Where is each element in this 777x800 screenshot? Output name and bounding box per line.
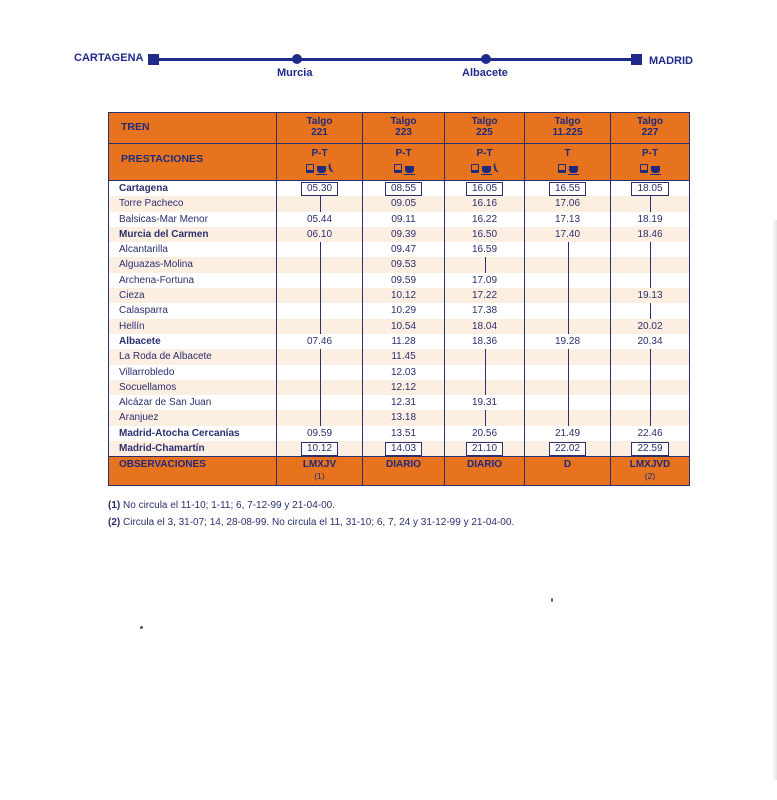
no-stop-line (568, 395, 569, 410)
time-value: 17.38 (471, 305, 498, 317)
time-cell (611, 242, 689, 257)
time-value: 09.39 (390, 228, 417, 240)
time-cell (277, 380, 363, 395)
time-cell (363, 334, 445, 349)
time-cell (445, 257, 525, 272)
no-stop-line (568, 380, 569, 395)
table-row (109, 303, 689, 318)
train-header: Talgo 227 (637, 116, 663, 138)
time-value: 09.59 (390, 274, 417, 286)
time-cell (277, 395, 363, 410)
time-value: 10.54 (390, 320, 417, 332)
table-row (109, 395, 689, 410)
boxed-time: 22.59 (631, 442, 668, 456)
no-stop-line (568, 349, 569, 364)
time-cell (277, 257, 363, 272)
boxed-time: 08.55 (385, 182, 422, 196)
time-cell (525, 349, 611, 364)
no-stop-line (485, 257, 486, 272)
no-stop-line (320, 349, 321, 364)
cup-icon (651, 166, 660, 173)
time-value: 16.50 (471, 228, 498, 240)
no-stop-line (320, 257, 321, 272)
observations-row (109, 456, 689, 485)
time-cell (445, 273, 525, 288)
time-cell (363, 242, 445, 257)
boxed-time: 05.30 (301, 182, 338, 196)
table-row (109, 365, 689, 380)
boxed-time: 10.12 (301, 442, 338, 456)
time-cell (445, 196, 525, 211)
no-stop-line (650, 242, 651, 257)
station-name: Villarrobledo (109, 365, 277, 380)
no-stop-line (320, 303, 321, 318)
time-cell (445, 288, 525, 303)
no-stop-line (650, 273, 651, 288)
time-cell (277, 196, 363, 211)
phone-icon (327, 163, 334, 174)
time-cell (611, 441, 689, 456)
bed-icon (558, 164, 566, 173)
time-cell (363, 410, 445, 425)
station-name: Balsicas-Mar Menor (109, 212, 277, 227)
time-cell (277, 319, 363, 334)
time-cell (445, 242, 525, 257)
time-cell (277, 441, 363, 456)
time-value: 20.56 (471, 427, 498, 439)
train-services: P-T (363, 144, 445, 180)
time-cell (445, 212, 525, 227)
time-cell (277, 242, 363, 257)
route-destination-marker (631, 54, 642, 65)
table-row (109, 319, 689, 334)
station-name: La Roda de Albacete (109, 349, 277, 364)
time-cell (445, 380, 525, 395)
time-cell (277, 181, 363, 196)
time-cell (525, 441, 611, 456)
no-stop-line (320, 319, 321, 334)
no-stop-line (568, 303, 569, 318)
table-row (109, 212, 689, 227)
cup-icon (569, 166, 578, 173)
route-stop-marker (481, 54, 491, 64)
train-observation: D (525, 457, 611, 485)
time-cell (611, 395, 689, 410)
no-stop-line (320, 273, 321, 288)
time-cell (525, 242, 611, 257)
bed-icon (306, 164, 314, 173)
time-cell (277, 303, 363, 318)
bed-icon (640, 164, 648, 173)
time-cell (525, 334, 611, 349)
no-stop-line (650, 365, 651, 380)
time-value: 19.13 (637, 290, 663, 302)
time-value: 12.03 (390, 366, 417, 378)
table-row (109, 196, 689, 211)
table-row (109, 242, 689, 257)
time-value: 12.12 (390, 381, 417, 393)
time-cell (611, 380, 689, 395)
time-cell (277, 365, 363, 380)
table-row (109, 410, 689, 425)
station-name: Calasparra (109, 303, 277, 318)
time-cell (611, 196, 689, 211)
no-stop-line (650, 380, 651, 395)
no-stop-line (650, 303, 651, 318)
footnotes (108, 497, 514, 531)
time-cell (445, 181, 525, 196)
table-row (109, 349, 689, 364)
time-value: 09.05 (390, 198, 417, 210)
time-value: 17.06 (554, 198, 581, 210)
time-cell (525, 227, 611, 242)
page-edge-shadow (772, 220, 777, 780)
header-observaciones: OBSERVACIONES (109, 457, 277, 485)
time-cell (525, 319, 611, 334)
route-stop-marker (292, 54, 302, 64)
time-cell (525, 212, 611, 227)
time-cell (525, 196, 611, 211)
timetable-body (109, 181, 689, 456)
time-value: 16.22 (471, 213, 498, 225)
train-header-row (109, 113, 689, 144)
table-row (109, 257, 689, 272)
time-cell (611, 410, 689, 425)
time-value: 09.53 (390, 259, 417, 271)
train-header: Talgo 223 (363, 113, 445, 143)
boxed-time: 22.02 (549, 442, 586, 456)
time-value: 18.04 (471, 320, 498, 332)
train-header: Talgo 221 (277, 113, 363, 143)
time-cell (277, 288, 363, 303)
time-value: 22.46 (637, 427, 663, 439)
boxed-time: 16.05 (466, 182, 503, 196)
footnote: (1) No circula el 11-10; 1-11; 6, 7-12-99 y 21-04-00. (108, 500, 335, 511)
time-cell (611, 319, 689, 334)
time-cell (363, 273, 445, 288)
time-cell (611, 349, 689, 364)
cup-icon (405, 166, 414, 173)
time-cell (445, 365, 525, 380)
station-name: Torre Pacheco (109, 196, 277, 211)
no-stop-line (568, 410, 569, 425)
time-cell (277, 426, 363, 441)
time-cell (611, 257, 689, 272)
time-cell (611, 212, 689, 227)
header-tren: TREN (109, 113, 277, 143)
time-value: 11.28 (391, 335, 416, 347)
time-value: 09.59 (306, 427, 333, 439)
station-name: Alcantarilla (109, 242, 277, 257)
time-cell (611, 365, 689, 380)
no-stop-line (650, 410, 651, 425)
time-cell (445, 349, 525, 364)
time-cell (525, 365, 611, 380)
time-value: 16.59 (471, 244, 498, 256)
boxed-time: 14.03 (385, 442, 422, 456)
time-value: 17.13 (554, 213, 581, 225)
no-stop-line (568, 273, 569, 288)
no-stop-line (320, 365, 321, 380)
no-stop-line (568, 288, 569, 303)
phone-icon (492, 163, 499, 174)
time-cell (525, 426, 611, 441)
train-header: Talgo 11.225 (525, 113, 611, 143)
time-cell (363, 365, 445, 380)
train-services: T (525, 144, 611, 180)
table-row (109, 288, 689, 303)
time-value: 20.02 (637, 320, 663, 332)
cup-icon (317, 166, 326, 173)
station-name: Madrid-Atocha Cercanías (109, 426, 277, 441)
time-value: 13.51 (390, 427, 417, 439)
time-value: 13.18 (390, 412, 417, 424)
time-value: 18.19 (637, 213, 663, 225)
station-name: Albacete (109, 334, 277, 349)
train-header: Talgo 225 (445, 113, 525, 143)
no-stop-line (320, 288, 321, 303)
no-stop-line (650, 349, 651, 364)
time-cell (445, 303, 525, 318)
no-stop-line (568, 242, 569, 257)
no-stop-line (568, 257, 569, 272)
no-stop-line (650, 196, 651, 211)
train-services: P-T (611, 144, 689, 180)
time-cell (277, 410, 363, 425)
time-cell (363, 181, 445, 196)
no-stop-line (485, 349, 486, 364)
time-value: 05.44 (306, 213, 333, 225)
no-stop-line (485, 380, 486, 395)
time-cell (445, 426, 525, 441)
route-line (157, 58, 635, 61)
no-stop-line (320, 242, 321, 257)
time-cell (363, 441, 445, 456)
time-cell (445, 441, 525, 456)
time-cell (363, 395, 445, 410)
time-cell (611, 288, 689, 303)
scan-speck (140, 626, 143, 629)
no-stop-line (320, 395, 321, 410)
time-cell (611, 273, 689, 288)
no-stop-line (320, 380, 321, 395)
time-cell (611, 334, 689, 349)
time-value: 20.34 (637, 335, 663, 347)
time-value: 07.46 (306, 335, 333, 347)
table-row (109, 441, 689, 456)
time-cell (363, 212, 445, 227)
footnote: (2) Circula el 3, 31-07; 14, 28-08-99. No circula el 11, 31-10; 6, 7, 24 y 31-12-99 y 21-04-00. (108, 517, 515, 528)
table-row (109, 227, 689, 242)
train-observation: DIARIO (363, 457, 445, 485)
time-cell (611, 303, 689, 318)
time-value: 19.28 (554, 335, 581, 347)
scan-speck (551, 598, 553, 602)
time-cell (525, 303, 611, 318)
station-name: Socuellamos (109, 380, 277, 395)
station-name: Archena-Fortuna (109, 273, 277, 288)
no-stop-line (485, 365, 486, 380)
station-name: Cieza (109, 288, 277, 303)
table-row (109, 181, 689, 196)
train-services: P-T (277, 144, 363, 180)
time-cell (525, 273, 611, 288)
time-cell (277, 212, 363, 227)
time-cell (277, 227, 363, 242)
time-cell (611, 426, 689, 441)
table-row (109, 334, 689, 349)
time-cell (611, 181, 689, 196)
time-value: 19.31 (471, 397, 498, 409)
table-row (109, 273, 689, 288)
table-row (109, 426, 689, 441)
cup-icon (482, 166, 491, 173)
no-stop-line (568, 319, 569, 334)
time-cell (445, 227, 525, 242)
boxed-time: 16.55 (549, 182, 586, 196)
time-cell (525, 181, 611, 196)
time-value: 09.11 (391, 213, 416, 225)
time-cell (277, 334, 363, 349)
time-value: 17.40 (554, 228, 581, 240)
boxed-time: 21.10 (466, 442, 503, 456)
time-cell (363, 380, 445, 395)
time-cell (363, 257, 445, 272)
time-cell (363, 349, 445, 364)
route-stop-label: Murcia (277, 67, 313, 79)
time-cell (277, 273, 363, 288)
route-stop-label: Albacete (462, 67, 508, 79)
time-value: 18.36 (471, 335, 498, 347)
no-stop-line (650, 257, 651, 272)
timetable (108, 112, 690, 486)
time-cell (611, 227, 689, 242)
header-prestaciones: PRESTACIONES (109, 144, 277, 180)
time-cell (363, 227, 445, 242)
time-cell (277, 349, 363, 364)
time-value: 10.29 (390, 305, 417, 317)
time-cell (445, 410, 525, 425)
time-value: 18.46 (637, 228, 663, 240)
time-value: 16.16 (471, 198, 498, 210)
time-cell (445, 395, 525, 410)
no-stop-line (485, 410, 486, 425)
route-origin-label: CARTAGENA (74, 52, 144, 64)
time-cell (363, 288, 445, 303)
station-name: Cartagena (109, 181, 277, 196)
services-header-row (109, 144, 689, 181)
bed-icon (471, 164, 479, 173)
time-cell (525, 380, 611, 395)
train-observation: LMXJVD (2) (629, 459, 671, 482)
station-name: Hellín (109, 319, 277, 334)
time-cell (525, 395, 611, 410)
boxed-time: 18.05 (631, 182, 668, 196)
station-name: Alguazas-Molina (109, 257, 277, 272)
bed-icon (394, 164, 402, 173)
train-services: P-T (445, 144, 525, 180)
time-cell (363, 303, 445, 318)
train-observation: DIARIO (445, 457, 525, 485)
time-value: 09.47 (390, 244, 417, 256)
time-cell (363, 426, 445, 441)
train-observation: LMXJV (1) (277, 457, 363, 485)
station-name: Murcia del Carmen (109, 227, 277, 242)
time-cell (445, 319, 525, 334)
time-cell (445, 334, 525, 349)
time-cell (363, 196, 445, 211)
route-diagram (0, 0, 777, 100)
station-name: Madrid-Chamartín (109, 441, 277, 456)
time-value: 21.49 (554, 427, 581, 439)
time-value: 12.31 (390, 397, 417, 409)
station-name: Alcázar de San Juan (109, 395, 277, 410)
no-stop-line (568, 365, 569, 380)
time-cell (363, 319, 445, 334)
no-stop-line (650, 395, 651, 410)
no-stop-line (320, 410, 321, 425)
table-row (109, 380, 689, 395)
no-stop-line (320, 196, 321, 211)
time-value: 17.22 (471, 290, 498, 302)
time-value: 17.09 (471, 274, 498, 286)
time-cell (525, 288, 611, 303)
route-destination-label: MADRID (649, 55, 693, 67)
station-name: Aranjuez (109, 410, 277, 425)
time-value: 11.45 (391, 351, 416, 363)
time-value: 06.10 (306, 228, 333, 240)
time-cell (525, 410, 611, 425)
time-value: 10.12 (390, 290, 417, 302)
time-cell (525, 257, 611, 272)
